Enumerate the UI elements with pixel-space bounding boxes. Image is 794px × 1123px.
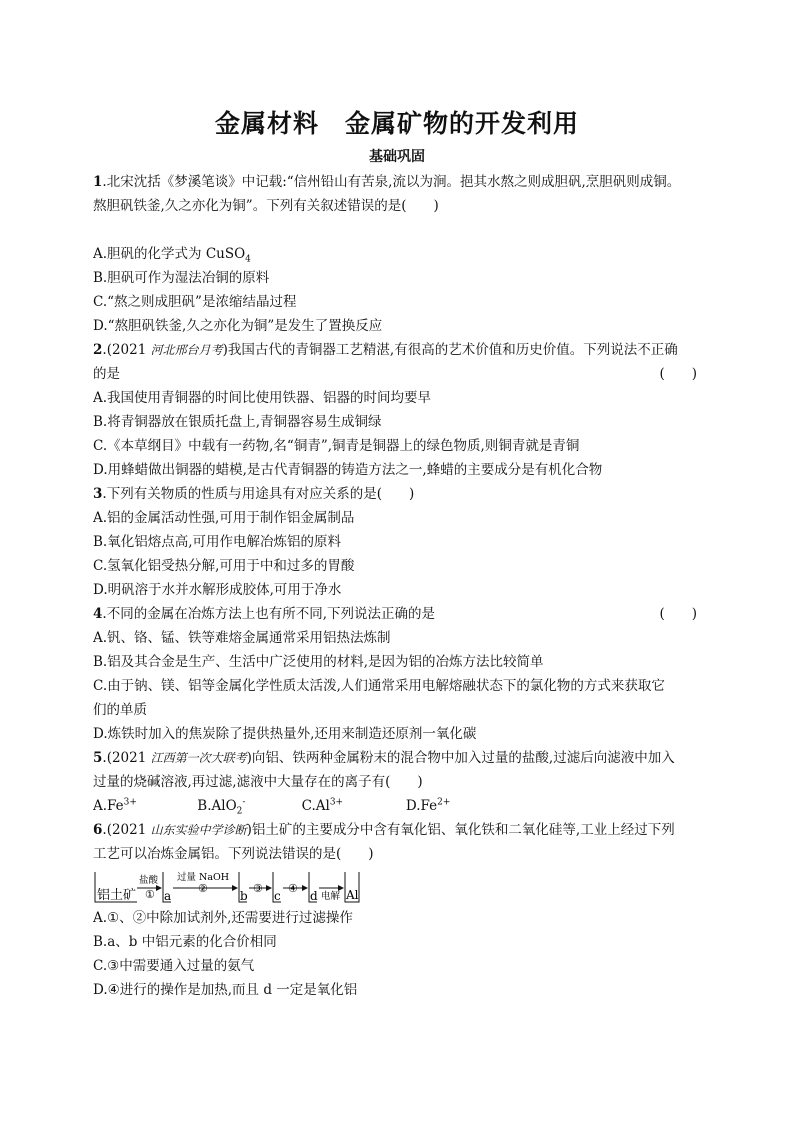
question-stem: 的是 xyxy=(93,366,120,382)
question-stem: .北宋沈括《梦溪笔谈》中记载:“信州铅山有苦泉,流以为涧。挹其水熬之则成胆矾,烹胆矾则成铜。 xyxy=(102,174,681,190)
question-source: 山东实验中学诊断 xyxy=(150,823,247,837)
flow-step-5-reagent: 电解 xyxy=(321,891,341,902)
question-number: 4 xyxy=(93,606,103,622)
question-1 xyxy=(93,170,705,338)
option-d: $D.Fe^{2+}$ xyxy=(405,797,451,814)
question-list xyxy=(93,170,705,1002)
flow-node-a: a xyxy=(164,889,172,903)
option-b: B.氧化铝熔点高,可用作电解冶炼铝的原料 xyxy=(93,534,342,550)
flow-node-d: d xyxy=(310,889,318,903)
question-stem: )铝土矿的主要成分中含有氧化铝、氧化铁和二氧化硅等,工业上经过下列 xyxy=(246,822,675,838)
option-c: $C.Al^{3+}$ xyxy=(301,797,344,814)
flow-step-2-number: ② xyxy=(198,882,208,895)
option-c: C.“熬之则成胆矾”是浓缩结晶过程 xyxy=(93,294,297,310)
options-row xyxy=(93,794,705,818)
option-a: $A.Fe^{3+}$ xyxy=(93,797,137,814)
answer-bracket: ( ) xyxy=(659,366,697,382)
question-stem: 工艺可以冶炼金属铝。下列说法错误的是( ) xyxy=(93,846,374,862)
option-b: B.铝及其合金是生产、生活中广泛使用的材料,是因为铝的冶炼方法比较简单 xyxy=(93,654,544,670)
question-number: 1 xyxy=(93,174,103,190)
option-d: D.炼铁时加入的焦炭除了提供热量外,还用来制造还原剂一氧化碳 xyxy=(93,726,477,742)
question-stem: .下列有关物质的性质与用途具有对应关系的是( ) xyxy=(102,486,415,502)
flow-start-label: 铝土矿 xyxy=(97,888,137,903)
question-number: 6 xyxy=(93,822,103,838)
option-a: A.我国使用青铜器的时间比使用铁器、铝器的时间均要早 xyxy=(93,390,432,406)
flow-end-label: Al xyxy=(346,888,359,902)
flow-node-c: c xyxy=(274,889,281,903)
question-source: 河北邢台月考 xyxy=(150,343,223,357)
question-number: 2 xyxy=(93,342,103,358)
flow-step-2-reagent: 过量 NaOH xyxy=(177,872,230,883)
question-number: 5 xyxy=(93,750,103,766)
option-b: B.胆矾可作为湿法冶铜的原料 xyxy=(93,270,270,286)
question-stem: 熬胆矾铁釜,久之亦化为铜”。下列有关叙述错误的是( ) xyxy=(93,198,439,214)
question-stem: )我国古代的青铜器工艺精湛,有很高的艺术价值和历史价值。下列说法不正确 xyxy=(222,342,678,358)
option-b: B.将青铜器放在银质托盘上,青铜器容易生成铜绿 xyxy=(93,414,382,430)
option-c: C.③中需要通入过量的氨气 xyxy=(93,958,255,974)
option-d: D.明矾溶于水并水解形成胶体,可用于净水 xyxy=(93,582,342,598)
option-a: A.胆矾的化学式为 CuSO$_4$ xyxy=(93,246,251,265)
process-flow-diagram xyxy=(93,868,705,904)
question-5: 5.(2021 江西第一次大联考)向铝、铁两种金属粉末的混合物中加入过量的盐酸,过滤后向滤液中加入 过量的烧碱溶液,再过滤,滤液中大量存在的离子有( ) $A.Fe^{3+}$ B.AlO$_2$- $C.Al^{3+}$ $D.Fe^{2+}$ xyxy=(93,746,705,818)
option-c: C.由于钠、镁、铝等金属化学性质太活泼,人们通常采用电解熔融状态下的氯化物的方式来获取它 xyxy=(93,678,665,694)
option-b: B.a、b 中铝元素的化合价相同 xyxy=(93,934,277,950)
flow-node-b: b xyxy=(240,889,248,903)
section-heading: 基础巩固 xyxy=(369,149,425,165)
page-title: 金属材料 金属矿物的开发利用 xyxy=(214,109,579,138)
question-stem: )向铝、铁两种金属粉末的混合物中加入过量的盐酸,过滤后向滤液中加入 xyxy=(246,750,675,766)
answer-bracket: ( ) xyxy=(659,606,697,622)
question-stem: 过量的烧碱溶液,再过滤,滤液中大量存在的离子有( ) xyxy=(93,774,423,790)
option-b: B.AlO$_2$- xyxy=(197,797,246,817)
option-d: D.④进行的操作是加热,而且 d 一定是氧化铝 xyxy=(93,982,358,998)
option-c-continued: 们的单质 xyxy=(93,702,147,718)
option-c: C.《本草纲目》中载有一药物,名“铜青”,铜青是铜器上的绿色物质,则铜青就是青铜 xyxy=(93,438,580,454)
flow-step-4-number: ④ xyxy=(288,882,298,895)
question-stem: .不同的金属在冶炼方法上也有所不同,下列说法正确的是 xyxy=(102,606,435,622)
question-3 xyxy=(93,482,705,602)
option-a: A.钒、铬、锰、铁等难熔金属通常采用铝热法炼制 xyxy=(93,630,391,646)
option-d: D.用蜂蜡做出铜器的蜡模,是古代青铜器的铸造方法之一,蜂蜡的主要成分是有机化合物 xyxy=(93,462,603,478)
option-a: A.铝的金属活动性强,可用于制作铝金属制品 xyxy=(93,510,355,526)
question-source: 江西第一次大联考 xyxy=(150,751,247,765)
option-a: A.①、②中除加试剂外,还需要进行过滤操作 xyxy=(93,910,353,926)
flow-step-3-number: ③ xyxy=(253,882,263,895)
question-2: 2.(2021 河北邢台月考)我国古代的青铜器工艺精湛,有很高的艺术价值和历史价值。下列说法不正确 的是 ( ) A.我国使用青铜器的时间比使用铁器、铝器的时间均要早 B.将青铜器放在银质托盘上,青铜器容易生成铜绿 C.《本草纲目》中载有一药物,名“铜青”,铜青是铜器上的绿色物质,则铜青就是青铜 D.用蜂蜡做出铜器的蜡模,是古代青铜器的铸造方法之一,蜂蜡的主要成分是有机化合物 xyxy=(93,338,705,482)
option-d: D.“熬胆矾铁釜,久之亦化为铜”是发生了置换反应 xyxy=(93,318,383,334)
flow-step-1-number: ① xyxy=(145,888,155,901)
question-4 xyxy=(93,602,705,746)
flow-step-1-reagent: 盐酸 xyxy=(139,875,159,886)
question-6: 6.(2021 山东实验中学诊断)铝土矿的主要成分中含有氧化铝、氧化铁和二氧化硅等,工业上经过下列 工艺可以冶炼金属铝。下列说法错误的是( ) 铝土矿 盐酸 ① a 过量 NaOH ② b ③ c ④ d 电解 Al A.①、②中除加试剂外,还需要进行过滤操作 B.a、b 中铝元素的化合价相同 C.③中需要通入过量的氨气 D.④进行的操作是加热,而且 d 一定是氧化铝 xyxy=(93,818,705,1002)
question-number: 3 xyxy=(93,486,103,502)
option-c: C.氢氧化铝受热分解,可用于中和过多的胃酸 xyxy=(93,558,355,574)
